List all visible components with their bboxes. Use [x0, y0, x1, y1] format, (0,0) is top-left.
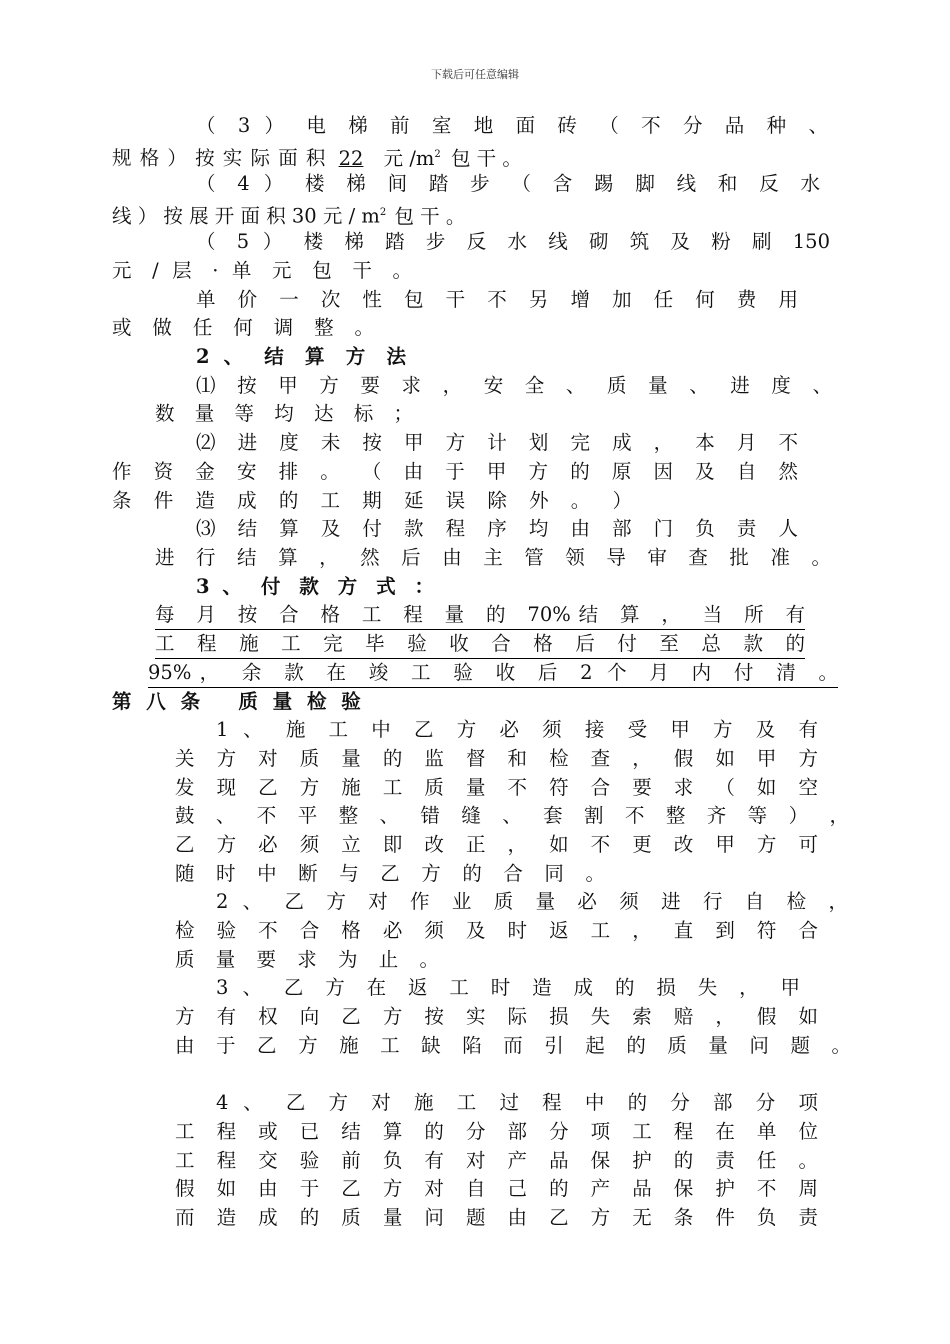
- text-span: 线 ） 按 展 开 面 积 30 元 / m: [112, 204, 380, 228]
- text-line: ⑶ 结 算 及 付 款 程 序 均 由 部 门 负 责 人: [196, 517, 798, 540]
- text-line: 检 验 不 合 格 必 须 及 时 返 工 ， 直 到 符 合: [175, 919, 818, 942]
- text-line: 数 量 等 均 达 标 ；: [155, 402, 413, 425]
- text-line: 作 资 金 安 排 。 （ 由 于 甲 方 的 原 因 及 自 然: [112, 460, 798, 483]
- text-span: 元 /m: [383, 146, 435, 170]
- text-line: 工 程 或 已 结 算 的 分 部 分 项 工 程 在 单 位: [175, 1120, 818, 1143]
- text-line: 元 / 层 · 单 元 包 干 。: [112, 259, 412, 282]
- text-line: 乙 方 必 须 立 即 改 正 ， 如 不 更 改 甲 方 可: [175, 833, 818, 856]
- text-line: 而 造 成 的 质 量 问 题 由 乙 方 无 条 件 负 责: [175, 1206, 818, 1229]
- superscript: 2: [434, 149, 441, 160]
- text-line: 方 有 权 向 乙 方 按 实 际 损 失 索 赔 ， 假 如: [175, 1005, 818, 1028]
- text-line: 假 如 由 于 乙 方 对 自 己 的 产 品 保 护 不 周: [175, 1177, 818, 1200]
- text-line: 鼓 、 不 平 整 、 错 缝 、 套 割 不 整 齐 等 ） ，: [175, 804, 849, 827]
- text-line: 由 于 乙 方 施 工 缺 陷 而 引 起 的 质 量 问 题 。: [175, 1034, 851, 1057]
- text-line: （ 5 ） 楼 梯 踏 步 反 水 线 砌 筑 及 粉 刷 150: [196, 230, 830, 253]
- text-line: 进 行 结 算 ， 然 后 由 主 管 领 导 审 查 批 准 。: [155, 546, 831, 569]
- text-line: 或 做 任 何 调 整 。: [112, 316, 374, 339]
- text-span: 规 格 ） 按 实 际 面 积: [112, 146, 327, 170]
- text-line: 工 程 交 验 前 负 有 对 产 品 保 护 的 责 任 。: [175, 1149, 818, 1172]
- text-line: 关 方 对 质 量 的 监 督 和 检 查 ， 假 如 甲 方: [175, 747, 818, 770]
- text-line: 发 现 乙 方 施 工 质 量 不 符 合 要 求 （ 如 空: [175, 776, 818, 799]
- section-heading: 3 、 付 款 方 式 ：: [196, 575, 434, 598]
- text-line: 1 、 施 工 中 乙 方 必 须 接 受 甲 方 及 有: [216, 718, 818, 741]
- text-line: （ 3 ） 电 梯 前 室 地 面 砖 （ 不 分 品 种 、: [196, 114, 828, 137]
- text-line: 质 量 要 求 为 止 。: [175, 948, 439, 971]
- text-line: 单 价 一 次 性 包 干 不 另 增 加 任 何 费 用: [196, 288, 798, 311]
- text-line-underlined: 95%， 余 款 在 竣 工 验 收 后 2 个 月 内 付 清 。: [148, 659, 838, 688]
- text-line: 4 、 乙 方 对 施 工 过 程 中 的 分 部 分 项: [216, 1091, 818, 1114]
- unit-price: 22: [338, 146, 364, 170]
- section-heading: 2 、 结 算 方 法: [196, 345, 406, 368]
- page-header: 下载后可任意编辑: [431, 68, 519, 81]
- text-line: ⑴ 按 甲 方 要 求 ， 安 全 、 质 量 、 进 度 、: [196, 374, 832, 397]
- text-line: （ 4 ） 楼 梯 间 踏 步 （ 含 踢 脚 线 和 反 水: [196, 172, 820, 195]
- text-line: [112, 141, 672, 169]
- text-line-underlined: 每 月 按 合 格 工 程 量 的 70%结 算 ， 当 所 有: [155, 601, 805, 630]
- superscript: 2: [379, 207, 387, 218]
- text-line: 3 、 乙 方 在 返 工 时 造 成 的 损 失 ， 甲: [216, 976, 800, 999]
- text-span: 包 干 。: [450, 146, 522, 170]
- text-line: 2 、 乙 方 对 作 业 质 量 必 须 进 行 自 检 ，: [216, 890, 848, 913]
- text-line: 随 时 中 断 与 乙 方 的 合 同 。: [175, 862, 605, 885]
- text-line: 条 件 造 成 的 工 期 延 误 除 外 。 ）: [112, 489, 632, 512]
- text-line-underlined: 工 程 施 工 完 毕 验 收 合 格 后 付 至 总 款 的: [155, 630, 805, 659]
- text-span: 包 干 。: [394, 204, 466, 228]
- text-line: ⑵ 进 度 未 按 甲 方 计 划 完 成 ， 本 月 不: [196, 431, 798, 454]
- text-line: [112, 199, 632, 227]
- article-heading: 第 八 条 质 量 检 验: [112, 690, 365, 713]
